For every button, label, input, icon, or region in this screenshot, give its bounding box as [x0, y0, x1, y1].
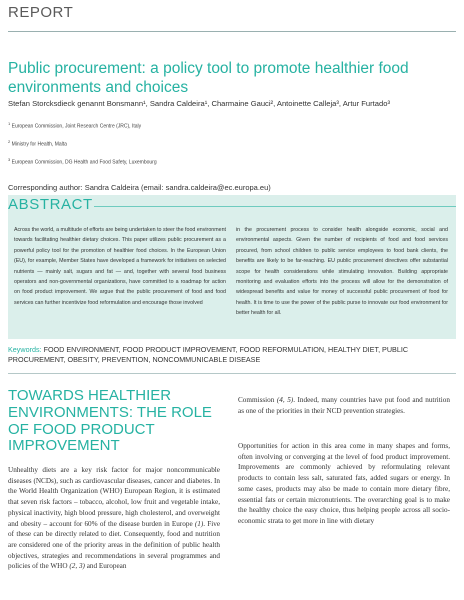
- header-divider: [8, 31, 456, 32]
- body-column-right-p2: Opportunities for action in this area come in many shapes and forms, often involving or converging at the level of food product improvement. Improvements are commonly achieved by reformulating relevant products to contain less salt, saturated fats, added sugars or energy. In some cases, products may also be made to contain more dietary fibre, essential fats or certain micronutrients. The overarching goal is to make the healthy choice the easy choice, thus helping people across all socio-economic strata to get more in line with dietary: [238, 442, 450, 525]
- citation-ref: (2, 3): [69, 562, 85, 571]
- section-label-report: REPORT: [8, 4, 74, 21]
- body-column-right-p1: Commission (4, 5). Indeed, many countries have put food and nutrition as one of the priorities in their NCD prevention strategies.: [238, 396, 450, 415]
- abstract-heading: ABSTRACT: [8, 196, 93, 213]
- keywords-list: FOOD ENVIRONMENT, FOOD PRODUCT IMPROVEMENT, FOOD REFORMULATION, HEALTHY DIET, PUBLIC PROCUREMENT, OBESITY, PREVENTION, NONCOMMUNICABLE DISEASE: [8, 345, 409, 364]
- keywords-label: Keywords:: [8, 345, 42, 354]
- citation-ref: (4, 5): [276, 396, 294, 404]
- section-divider: [8, 373, 456, 374]
- section-heading: TOWARDS HEALTHIER ENVIRONMENTS: THE ROLE OF FOOD PRODUCT IMPROVEMENT: [8, 387, 212, 455]
- keywords: [8, 345, 456, 364]
- affiliation-1: $^1$ European Commission, Joint Research Centre (JRC), Italy: [8, 121, 142, 130]
- corresponding-author: Corresponding author: Sandra Caldeira (email: sandra.caldeira@ec.europa.eu): [8, 183, 271, 192]
- affiliation-2: $^2$ Ministry for Health, Malta: [8, 139, 67, 148]
- abstract-column-2: in the procurement process to consider health alongside economic, social and environmental aspects. Given the number of recipients of food and food services procured, from school children to public service employees to food bank clients, the benefits are likely to be far-reaching. EU public procurement directives offer substantial scope for health considerations while stimulating innovation. Building appropriate monitoring and evaluation efforts into the process will allow for the demonstration of widespread benefits and value for money of successful public procurement of food for health. It is time to use the power of the public purse to innovate our food environment for better health for all.: [236, 227, 448, 317]
- citation-ref: (1): [194, 519, 204, 528]
- article-title: Public procurement: a policy tool to promote healthier food environments and choices: [8, 60, 409, 96]
- affiliation-3: $^3$ European Commission, DG Health and Food Safety, Luxembourg: [8, 157, 157, 166]
- abstract-divider: [94, 206, 456, 207]
- abstract-column-1: Across the world, a multitude of efforts are being undertaken to steer the food environment towards facilitating healthier dietary choices. This paper utilizes public procurement as a powerful policy tool for the promotion of healthier food choices. In the European Union (EU), for example, Member States have developed a framework for initiatives on selected nutrients — mainly salt, sugars and fat — and, together with several food business operators and non-governmental organizations, have committed to a roadmap for action on food product improvement. We argue that the public procurement of food and food services can further incentivize food reformulation and encourage those involved: [14, 227, 226, 306]
- author-list: Stefan Storcksdieck genannt Bonsmann¹, Sandra Caldeira¹, Charmaine Gauci², Antoinette Calleja³, Artur Furtado³: [8, 99, 390, 108]
- body-column-left: Unhealthy diets are a key risk factor for major noncommunicable diseases (NCDs), such as cardiovascular diseases, cancer and diabetes. In the World Health Organization (WHO) European Region, it is estimated that seven risk factors – tobacco, alcohol, low fruit and vegetable intake, physical inactivity, high blood pressure, high cholesterol, and overweight and obesity – account for 60% of the disease burden in Europe (1). Five of these can be directly related to diet. Consequently, food and nutrition are considered one of the priority areas in the definition of public health objectives, strategies and recommendations in several programmes and policies of the WHO (2, 3) and European: [8, 466, 221, 571]
